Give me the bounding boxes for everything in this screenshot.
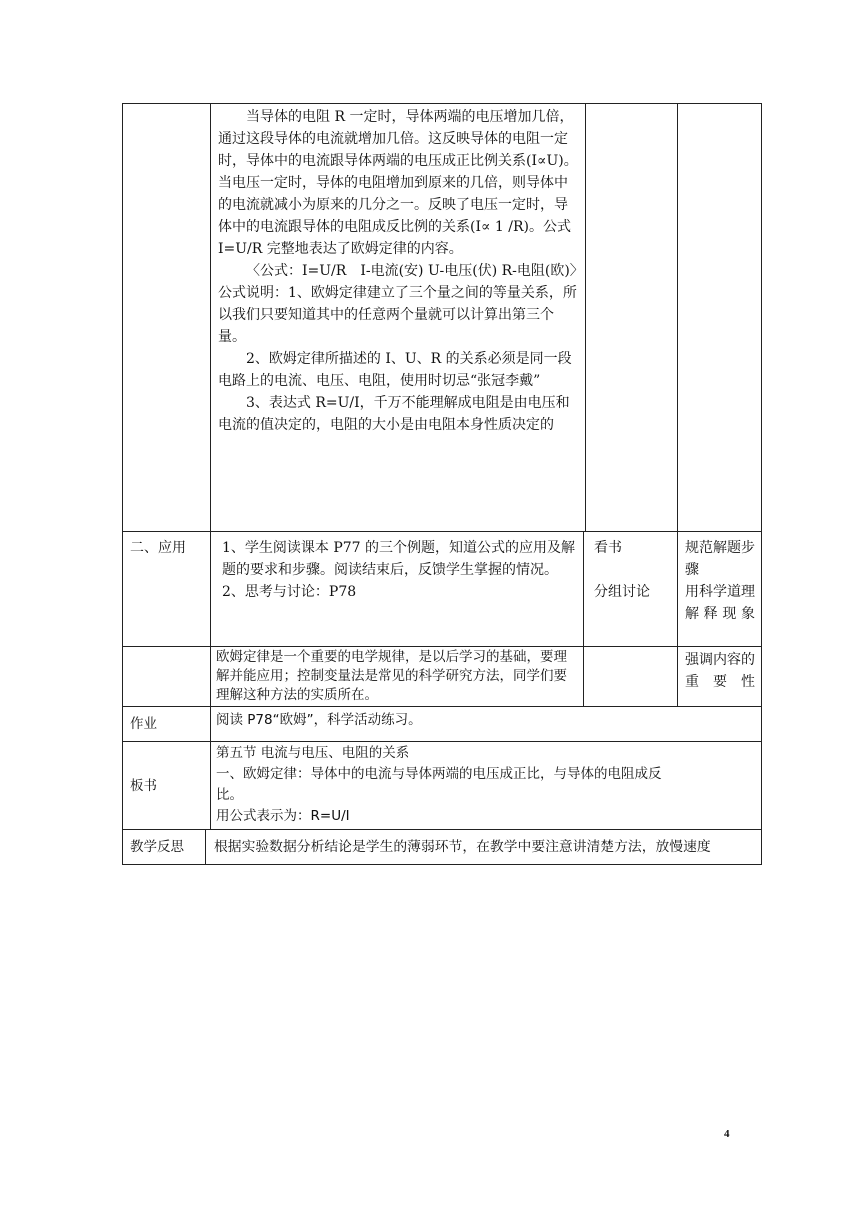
row1-content-cell <box>218 106 584 436</box>
board-line: 一、欧姆定律：导体中的电流与导体两端的电压成正比，与导体的电阻成反比。 <box>216 766 662 803</box>
col-divider-1b <box>210 706 211 829</box>
row-divider-4 <box>122 741 762 742</box>
paragraph: 2、思考与讨论：P78 <box>222 584 357 600</box>
board-content-cell <box>216 743 682 827</box>
row2-student-cell <box>594 537 674 603</box>
paragraph: 当导体的电阻 R 一定时，导体两端的电压增加几倍，通过这段导体的电流就增加几倍。这反映导体的电阻一定时，导体中的电流跟导体两端的电压成正比例关系(I∝U)。当电压一定时，导体的电阻增加到原来的几倍，则导体中的电流就减小为原来的几分之一。反映了电压一定时，导体中的电流跟导体的电阻成反比例的关系(I∝ 1 /R)。公式 I=U/R 完整地表达了欧姆定律的内容。 <box>218 109 578 257</box>
col-divider-2b <box>583 531 584 706</box>
design-intent: 用科学道理解释现象 <box>685 584 755 622</box>
col-divider-1 <box>210 103 211 706</box>
student-activity: 看书 <box>594 540 622 556</box>
reflection-content-cell <box>214 836 759 858</box>
student-activity: 分组讨论 <box>594 584 650 600</box>
board-label: 板书 <box>130 778 157 794</box>
paragraph: 1、学生阅读课本 P77 的三个例题，知道公式的应用及解题的要求和步骤。阅读结束后，反馈学生掌握的情况。 <box>222 540 576 578</box>
row2-intent-cell <box>685 537 755 625</box>
row-divider-5 <box>122 829 762 830</box>
board-line: 用公式表示为：R=U/I <box>216 808 350 824</box>
row3-content-cell <box>216 648 580 705</box>
stage-label: 二、应用 <box>130 540 186 556</box>
paragraph: 公式说明：1、欧姆定律建立了三个量之间的等量关系，所以我们只要知道其中的任意两个量就可以计算出第三个量。 <box>218 285 577 345</box>
page-number: 4 <box>724 1128 730 1140</box>
reflection-text: 根据实验数据分析结论是学生的薄弱环节，在教学中要注意讲清楚方法，放慢速度 <box>214 839 711 855</box>
table-border-right <box>761 103 762 864</box>
row2-content-cell <box>222 537 578 603</box>
row2-stage-cell <box>130 537 206 559</box>
design-intent: 规范解题步骤 <box>685 540 755 578</box>
board-line: 第五节 电流与电压、电阻的关系 <box>216 745 410 761</box>
board-label-cell <box>130 775 157 797</box>
homework-text: 阅读 P78“欧姆”，科学活动练习。 <box>216 712 422 728</box>
col-divider-3 <box>677 103 678 706</box>
paragraph: 3、表达式 R=U/I，千万不能理解成电阻是由电压和电流的值决定的，电阻的大小是由电阻本身性质决定的 <box>218 395 570 433</box>
table-border-bottom <box>122 864 762 865</box>
table-border-left <box>122 103 123 864</box>
row-divider-1 <box>122 531 762 532</box>
homework-content-cell <box>216 709 756 731</box>
homework-label-cell <box>130 713 157 735</box>
paragraph: 2、欧姆定律所描述的 I、U、R 的关系必须是同一段电路上的电流、电压、电阻，使用时切忌“张冠李戴” <box>218 351 572 389</box>
col-divider-2 <box>585 103 586 531</box>
homework-label: 作业 <box>130 716 157 732</box>
table-border-top <box>122 103 762 104</box>
col-divider-1c <box>205 829 206 864</box>
reflection-label-cell <box>130 836 184 858</box>
row-divider-3 <box>122 706 762 707</box>
design-intent: 强调内容的重要性 <box>685 652 755 690</box>
row-divider-2 <box>122 646 762 647</box>
formula-paragraph: 〈公式：I=U/R I-电流(安) U-电压(伏) R-电阻(欧)〉 <box>246 263 584 279</box>
row3-intent-cell <box>685 649 755 693</box>
reflection-label: 教学反思 <box>130 839 184 855</box>
summary-text: 欧姆定律是一个重要的电学规律，是以后学习的基础，要理解并能应用；控制变量法是常见的科学研究方法，同学们要理解这种方法的实质所在。 <box>216 649 567 703</box>
